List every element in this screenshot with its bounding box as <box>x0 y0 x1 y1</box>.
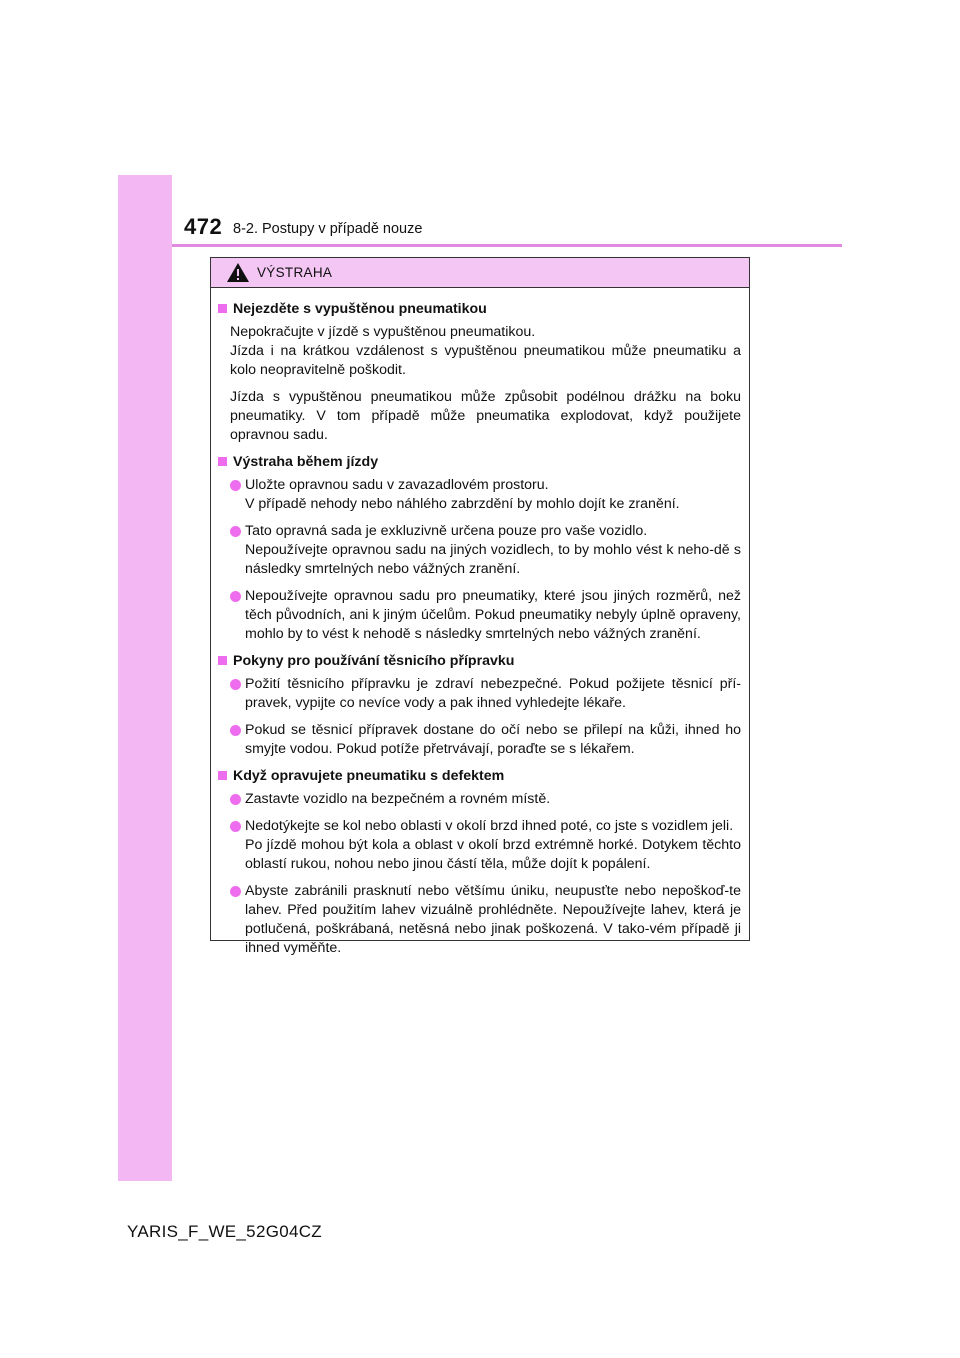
text-line: Jízda i na krátkou vzdálenost s vypuštěnou pneumatikou může pneumatiku a kolo neopravitelně poškodit. <box>230 343 741 378</box>
text-line: Tato opravná sada je exkluzivně určena pouze pro vaše vozidlo. <box>245 523 648 539</box>
section-title <box>218 453 741 472</box>
list-item <box>230 587 741 644</box>
text-line: V případě nehody nebo náhlého zabrzdění by mohlo dojít ke zranění. <box>245 496 680 512</box>
text-line: Nedotýkejte se kol nebo oblasti v okolí brzd ihned poté, co jste s vozidlem jeli. <box>245 818 734 834</box>
warning-body <box>211 288 749 958</box>
square-bullet-icon <box>218 304 227 313</box>
text-line: Abyste zabránili prasknutí nebo většímu úniku, neupusťte nebo nepoškoď-te lahev. Před použitím lahev vizuálně prohlédněte. Nepoužívejte lahev, která je potlučená, poškrábaná, netěsná nebo jinak poškozená. V tako-vém případě ji ihned vyměňte. <box>245 883 741 956</box>
round-bullet-icon <box>230 679 241 690</box>
text-line: Po jízdě mohou být kola a oblast v okolí brzd extrémně horké. Dotykem těchto oblastí rukou, nohou nebo jinou částí těla, může dojít k popálení. <box>245 837 741 872</box>
square-bullet-icon <box>218 656 227 665</box>
round-bullet-icon <box>230 526 241 537</box>
warning-header <box>211 258 749 288</box>
section-title-text: Výstraha během jízdy <box>233 454 379 470</box>
list-item <box>230 882 741 958</box>
text-line: Nepoužívejte opravnou sadu pro pneumatiky, které jsou jiných rozměrů, než těch původních, ani k jiným účelům. Pokud pneumatiky nebyly úplně opraveny, mohlo by to vést k nehodě s následky smrtelných nebo vážných zranění. <box>245 588 741 642</box>
round-bullet-icon <box>230 591 241 602</box>
section-title <box>218 652 741 671</box>
text-line: Uložte opravnou sadu v zavazadlovém prostoru. <box>245 477 549 493</box>
round-bullet-icon <box>230 794 241 805</box>
section-title-text: Nejezděte s vypuštěnou pneumatikou <box>233 301 487 317</box>
warning-triangle-icon <box>227 263 249 282</box>
list-item <box>230 476 741 514</box>
chapter-title: 8-2. Postupy v případě nouze <box>233 221 423 237</box>
text-line: Pokud se těsnicí přípravek dostane do očí nebo se přilepí na kůži, ihned ho smyjte vodou. Pokud potíže přetrvávají, poraďte se s lékařem. <box>245 722 741 757</box>
list-item <box>230 721 741 759</box>
round-bullet-icon <box>230 480 241 491</box>
list-item <box>230 522 741 579</box>
warning-label: VÝSTRAHA <box>257 265 333 280</box>
text-line: Nepoužívejte opravnou sadu na jiných vozidlech, to by mohlo vést k neho-dě s následky smrtelných nebo vážných zranění. <box>245 542 741 577</box>
square-bullet-icon <box>218 771 227 780</box>
list-item <box>230 675 741 713</box>
text-line: Zastavte vozidlo na bezpečném a rovném místě. <box>245 791 551 807</box>
warning-box <box>210 257 750 956</box>
text-line: Nepokračujte v jízdě s vypuštěnou pneumatikou. <box>230 324 536 340</box>
section-title-text: Když opravujete pneumatiku s defektem <box>233 768 505 784</box>
section-title <box>218 767 741 786</box>
section-title <box>218 300 741 319</box>
section-title-text: Pokyny pro používání těsnicího přípravku <box>233 653 515 669</box>
text-line: Požití těsnicího přípravku je zdraví nebezpečné. Pokud požijete těsnicí pří-pravek, vypijte co nevíce vody a pak ihned vyhledejte lékaře. <box>245 676 741 711</box>
paragraph <box>230 323 741 380</box>
square-bullet-icon <box>218 457 227 466</box>
text-line: Jízda s vypuštěnou pneumatikou může způsobit podélnou drážku na boku pneumatiky. V tom případě může pneumatika explodovat, když použijete opravnou sadu. <box>230 389 741 443</box>
list-item <box>230 817 741 874</box>
round-bullet-icon <box>230 886 241 897</box>
side-color-band <box>118 175 172 1181</box>
header-rule <box>172 244 842 247</box>
round-bullet-icon <box>230 821 241 832</box>
list-item <box>230 790 741 809</box>
round-bullet-icon <box>230 725 241 736</box>
document-code: YARIS_F_WE_52G04CZ <box>127 1222 322 1241</box>
paragraph <box>230 388 741 445</box>
page-number: 472 <box>184 214 223 239</box>
